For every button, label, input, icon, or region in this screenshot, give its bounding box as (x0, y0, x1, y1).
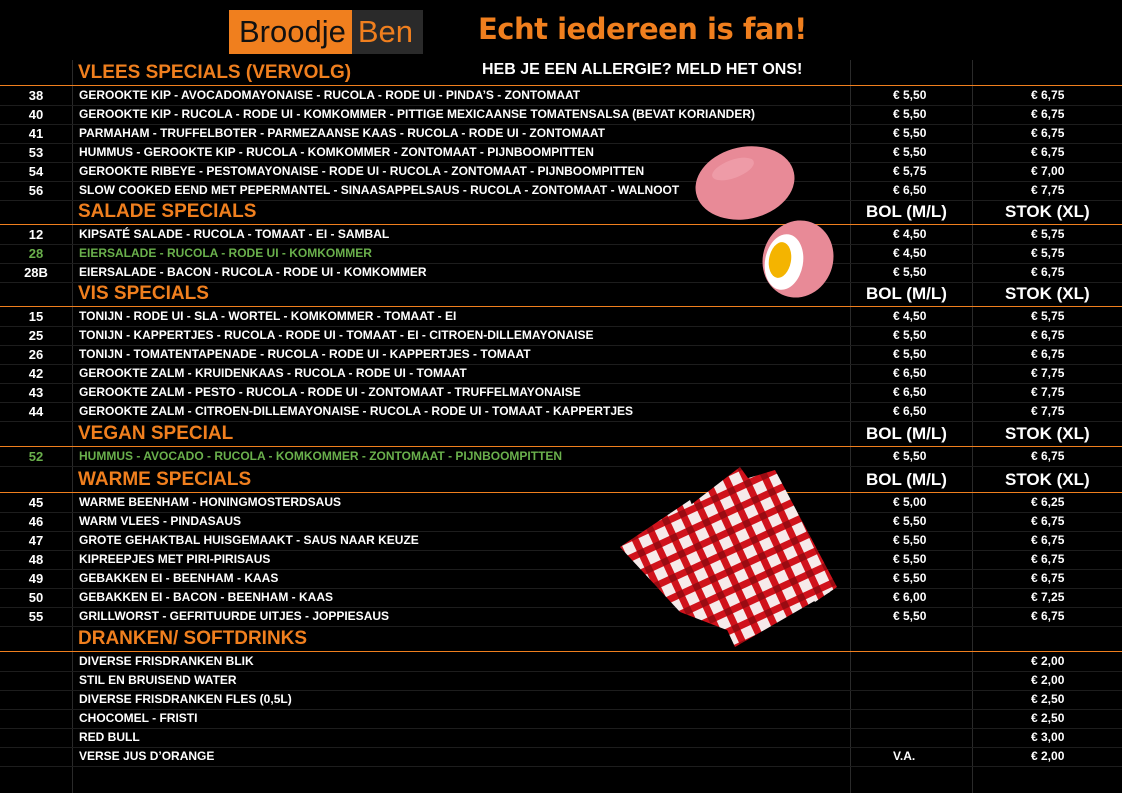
price-stok: € 3,00 (1031, 730, 1065, 744)
price-bol: € 5,50 (893, 265, 927, 279)
item-number: 56 (28, 183, 44, 198)
menu-item-row (0, 244, 1122, 264)
menu-item-row (0, 105, 1122, 125)
price-bol: € 4,50 (893, 227, 927, 241)
item-number: 42 (28, 366, 44, 381)
item-number: 55 (28, 609, 44, 624)
item-number: 41 (28, 126, 44, 141)
item-description: VERSE JUS D’ORANGE (79, 749, 215, 763)
menu-item-row (0, 493, 1122, 513)
menu-item-row (0, 671, 1122, 691)
item-number: 40 (28, 107, 44, 122)
item-description: CHOCOMEL - FRISTI (79, 711, 198, 725)
section-title: WARME SPECIALS (78, 469, 252, 490)
price-bol: € 5,50 (893, 107, 927, 121)
price-bol: € 6,50 (893, 366, 927, 380)
price-stok: € 2,00 (1031, 673, 1065, 687)
item-number: 26 (28, 347, 44, 362)
price-bol: € 5,75 (893, 164, 927, 178)
price-stok: € 5,75 (1031, 227, 1065, 241)
menu-item-row (0, 225, 1122, 245)
section-title: VEGAN SPECIAL (78, 423, 234, 444)
section-title: SALADE SPECIALS (78, 201, 257, 222)
menu-item-row (0, 652, 1122, 672)
item-description: STIL EN BRUISEND WATER (79, 673, 237, 687)
section-header (0, 627, 1122, 652)
item-number: 15 (28, 309, 44, 324)
col-header-bol: BOL (M/L) (866, 470, 947, 489)
menu-item-row (0, 307, 1122, 327)
item-number: 52 (28, 449, 44, 464)
item-number: 47 (28, 533, 44, 548)
price-stok: € 2,00 (1031, 749, 1065, 763)
price-stok: € 2,00 (1031, 654, 1065, 668)
menu-item-row (0, 747, 1122, 767)
price-bol: € 5,50 (893, 88, 927, 102)
item-description: GRILLWORST - GEFRITUURDE UITJES - JOPPIESAUS (79, 609, 390, 623)
price-stok: € 7,75 (1031, 385, 1065, 399)
item-description: EIERSALADE - BACON - RUCOLA - RODE UI - KOMKOMMER (79, 265, 427, 279)
price-bol: € 5,50 (893, 571, 927, 585)
price-bol: V.A. (893, 749, 916, 763)
price-stok: € 7,25 (1031, 590, 1065, 604)
menu-item-row (0, 728, 1122, 748)
col-header-stok: STOK (XL) (1005, 470, 1090, 489)
menu-item-row (0, 531, 1122, 551)
item-number: 50 (28, 590, 44, 605)
section-header (0, 200, 1122, 225)
item-number: 53 (28, 145, 44, 160)
menu-item-row (0, 124, 1122, 144)
item-description: WARM VLEES - PINDASAUS (79, 514, 242, 528)
col-header-bol: BOL (M/L) (866, 202, 947, 221)
price-bol: € 5,50 (893, 533, 927, 547)
price-stok: € 5,75 (1031, 309, 1065, 323)
item-description: TONIJN - TOMATENTAPENADE - RUCOLA - RODE UI - KAPPERTJES - TOMAAT (79, 347, 531, 361)
price-bol: € 6,00 (893, 590, 927, 604)
item-description: SLOW COOKED EEND MET PEPERMANTEL - SINAASAPPELSAUS - RUCOLA - ZONTOMAAT - WALNOOT (79, 183, 680, 197)
item-number: 48 (28, 552, 44, 567)
menu-item-row (0, 588, 1122, 608)
item-number: 28B (24, 265, 48, 280)
menu-item-row (0, 181, 1122, 201)
item-description: GROTE GEHAKTBAL HUISGEMAAKT - SAUS NAAR KEUZE (79, 533, 419, 547)
price-stok: € 6,25 (1031, 495, 1065, 509)
item-number: 25 (28, 328, 44, 343)
price-stok: € 6,75 (1031, 449, 1065, 463)
price-bol: € 4,50 (893, 309, 927, 323)
section-title: VLEES SPECIALS (VERVOLG) (78, 62, 352, 83)
item-description: GEROOKTE ZALM - PESTO - RUCOLA - RODE UI - ZONTOMAAT - TRUFFELMAYONAISE (79, 385, 581, 399)
menu-item-row (0, 402, 1122, 422)
item-number: 12 (28, 227, 44, 242)
menu-item-row (0, 326, 1122, 346)
price-bol: € 6,50 (893, 183, 927, 197)
price-bol: € 5,00 (893, 495, 927, 509)
price-stok: € 6,75 (1031, 88, 1065, 102)
section-title: VIS SPECIALS (78, 283, 209, 304)
col-header-stok: STOK (XL) (1005, 202, 1090, 221)
col-header-bol: BOL (M/L) (866, 424, 947, 443)
item-description: RED BULL (79, 730, 140, 744)
menu-item-row (0, 690, 1122, 710)
item-description: GEROOKTE RIBEYE - PESTOMAYONAISE - RODE UI - RUCOLA - ZONTOMAAT - PIJNBOOMPITTEN (79, 164, 645, 178)
item-description: TONIJN - KAPPERTJES - RUCOLA - RODE UI - TOMAAT - EI - CITROEN-DILLEMAYONAISE (79, 328, 594, 342)
price-stok: € 6,75 (1031, 533, 1065, 547)
item-description: WARME BEENHAM - HONINGMOSTERDSAUS (79, 495, 342, 509)
menu-item-row (0, 447, 1122, 467)
price-stok: € 5,75 (1031, 246, 1065, 260)
item-number: 46 (28, 514, 44, 529)
menu-item-row (0, 383, 1122, 403)
logo (229, 10, 423, 54)
price-bol: € 5,50 (893, 609, 927, 623)
item-number: 28 (28, 246, 44, 261)
price-stok: € 6,75 (1031, 107, 1065, 121)
price-stok: € 6,75 (1031, 145, 1065, 159)
price-stok: € 7,00 (1031, 164, 1065, 178)
section-header (0, 61, 1122, 86)
price-bol: € 5,50 (893, 514, 927, 528)
menu-header (0, 0, 1122, 60)
price-bol: € 5,50 (893, 552, 927, 566)
price-bol: € 6,50 (893, 385, 927, 399)
menu-item-row (0, 345, 1122, 365)
menu-item-row (0, 364, 1122, 384)
item-description: GEROOKTE ZALM - KRUIDENKAAS - RUCOLA - RODE UI - TOMAAT (79, 366, 467, 380)
menu-item-row (0, 162, 1122, 182)
item-description: GEROOKTE KIP - AVOCADOMAYONAISE - RUCOLA - RODE UI - PINDA’S - ZONTOMAAT (79, 88, 581, 102)
price-stok: € 7,75 (1031, 366, 1065, 380)
section-title: DRANKEN/ SOFTDRINKS (78, 628, 308, 649)
price-stok: € 6,75 (1031, 609, 1065, 623)
price-stok: € 2,50 (1031, 711, 1065, 725)
section-header (0, 468, 1122, 493)
col-header-bol: BOL (M/L) (866, 284, 947, 303)
item-description: KIPREEPJES MET PIRI-PIRISAUS (79, 552, 271, 566)
menu-item-row (0, 263, 1122, 283)
item-number: 45 (28, 495, 44, 510)
item-description: GEBAKKEN EI - BACON - BEENHAM - KAAS (79, 590, 334, 604)
price-bol: € 4,50 (893, 246, 927, 260)
price-bol: € 5,50 (893, 449, 927, 463)
price-stok: € 6,75 (1031, 514, 1065, 528)
price-stok: € 6,75 (1031, 552, 1065, 566)
price-stok: € 2,50 (1031, 692, 1065, 706)
item-number: 38 (28, 88, 44, 103)
menu-item-row (0, 143, 1122, 163)
item-number: 44 (28, 404, 44, 419)
item-number: 54 (28, 164, 44, 179)
price-stok: € 6,75 (1031, 347, 1065, 361)
price-stok: € 6,75 (1031, 126, 1065, 140)
price-bol: € 5,50 (893, 347, 927, 361)
menu-item-row (0, 569, 1122, 589)
item-description: GEROOKTE ZALM - CITROEN-DILLEMAYONAISE - RUCOLA - RODE UI - TOMAAT - KAPPERTJES (79, 404, 634, 418)
allergy-notice: HEB JE EEN ALLERGIE? MELD HET ONS! (482, 61, 803, 78)
price-bol: € 6,50 (893, 404, 927, 418)
item-description: KIPSATÉ SALADE - RUCOLA - TOMAAT - EI - SAMBAL (79, 227, 390, 241)
price-stok: € 6,75 (1031, 571, 1065, 585)
item-description: HUMMUS - GEROOKTE KIP - RUCOLA - KOMKOMMER - ZONTOMAAT - PIJNBOOMPITTEN (79, 145, 594, 159)
col-header-stok: STOK (XL) (1005, 424, 1090, 443)
logo-part1: Broodje (229, 10, 352, 54)
price-bol: € 5,50 (893, 328, 927, 342)
menu-item-row (0, 709, 1122, 729)
menu-item-row (0, 512, 1122, 532)
price-stok: € 6,75 (1031, 265, 1065, 279)
item-description: HUMMUS - AVOCADO - RUCOLA - KOMKOMMER - ZONTOMAAT - PIJNBOOMPITTEN (79, 449, 563, 463)
price-bol: € 5,50 (893, 145, 927, 159)
col-header-stok: STOK (XL) (1005, 284, 1090, 303)
item-description: GEROOKTE KIP - RUCOLA - RODE UI - KOMKOMMER - PITTIGE MEXICAANSE TOMATENSALSA (BEVAT KORIANDER) (79, 107, 756, 121)
price-stok: € 6,75 (1031, 328, 1065, 342)
price-stok: € 7,75 (1031, 183, 1065, 197)
menu-item-row (0, 86, 1122, 106)
section-header (0, 422, 1122, 447)
price-bol: € 5,50 (893, 126, 927, 140)
item-description: DIVERSE FRISDRANKEN FLES (0,5L) (79, 692, 292, 706)
logo-part2: Ben (352, 10, 423, 54)
section-header (0, 282, 1122, 307)
price-stok: € 7,75 (1031, 404, 1065, 418)
item-description: GEBAKKEN EI - BEENHAM - KAAS (79, 571, 279, 585)
slogan: Echt iedereen is fan! (478, 12, 807, 46)
menu-item-row (0, 550, 1122, 570)
item-description: EIERSALADE - RUCOLA - RODE UI - KOMKOMMER (79, 246, 372, 260)
item-number: 49 (28, 571, 44, 586)
item-description: PARMAHAM - TRUFFELBOTER - PARMEZAANSE KAAS - RUCOLA - RODE UI - ZONTOMAAT (79, 126, 605, 140)
item-description: TONIJN - RODE UI - SLA - WORTEL - KOMKOMMER - TOMAAT - EI (79, 309, 457, 323)
item-description: DIVERSE FRISDRANKEN BLIK (79, 654, 254, 668)
item-number: 43 (28, 385, 44, 400)
menu-item-row (0, 607, 1122, 627)
